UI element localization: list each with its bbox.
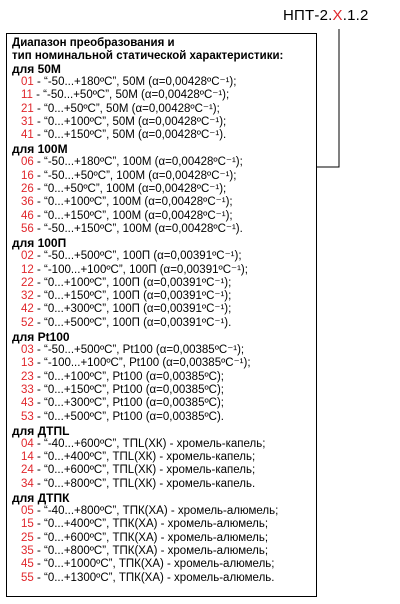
list-item: [12, 170, 314, 183]
group-title: для ДТПК: [12, 491, 70, 506]
item-code: 55: [21, 571, 34, 584]
model-code-highlight: X: [332, 7, 343, 24]
list-item: [12, 464, 314, 477]
box-heading: [12, 37, 314, 62]
group-pt100: [12, 331, 314, 424]
item-code: 12: [21, 263, 34, 276]
item-text: - “0...+600ºC”, ТПL(ХК) - хромель-капель;: [33, 464, 256, 477]
list-item: [12, 344, 314, 357]
item-text: - “-50...+500ºC”, 100П (α=0,00391ºC⁻¹);: [33, 250, 242, 263]
list-item: [12, 317, 314, 330]
item-text: - “0...+100ºC”, 100M (α=0,00428ºC⁻¹);: [33, 196, 233, 209]
item-code: 11: [21, 89, 33, 102]
item-text: - “-50...+150ºC”, 100M (α=0,00428ºC⁻¹).: [33, 222, 243, 235]
list-item: [12, 384, 314, 397]
box-heading-line-2: тип номинальной статической характеристики:: [12, 49, 284, 62]
item-code: 25: [21, 531, 34, 544]
list-item: [12, 76, 314, 89]
item-text: - “0...+300ºC”, Pt100 (α=0,00385ºC);: [33, 397, 224, 410]
list-item: [12, 116, 314, 129]
group-title: для Pt100: [12, 330, 70, 345]
group-dtpk: [12, 492, 314, 585]
list-item: [12, 250, 314, 263]
item-text: - “-50...+50ºC”, 50M (α=0,00428ºC⁻¹);: [32, 89, 230, 102]
list-item: [12, 545, 314, 558]
item-code: 41: [21, 129, 34, 142]
list-item: [12, 518, 314, 531]
item-code: 06: [21, 156, 34, 169]
list-item: [12, 451, 314, 464]
item-text: - “-40...+600ºC”, ТПL(ХК) - хромель-капель;: [33, 437, 266, 450]
item-code: 26: [21, 183, 34, 196]
item-code: 02: [21, 250, 34, 263]
group-50m: [12, 63, 314, 142]
item-text: - “0...+800ºC”, ТПК(ХА) - хромель-алюмель;: [33, 544, 269, 557]
item-text: - “0...+100ºC”, 100П (α=0,00391ºC⁻¹);: [33, 276, 232, 289]
item-text: - “-50...+500ºC”, Pt100 (α=0,00385ºC⁻¹);: [33, 344, 245, 357]
item-code: 04: [21, 437, 34, 450]
list-item: [12, 357, 314, 370]
item-code: 01: [21, 76, 34, 88]
list-item: [12, 371, 314, 384]
list-item: [12, 478, 314, 491]
item-code: 23: [21, 370, 34, 383]
item-text: - “0...+150ºC”, 50M (α=0,00428ºC⁻¹).: [33, 129, 227, 142]
item-text: - “0...+50ºC”, 50M (α=0,00428ºC⁻¹);: [33, 102, 220, 115]
item-text: - “0...+100ºC”, 50M (α=0,00428ºC⁻¹);: [33, 115, 227, 128]
item-text: - “0...+50ºC”, 100M (α=0,00428ºC⁻¹);: [33, 183, 227, 196]
list-item: [12, 505, 314, 518]
item-code: 15: [21, 518, 34, 531]
item-text: - “-50...+50ºC”, 100M (α=0,00428ºC⁻¹);: [33, 169, 237, 182]
list-item: [12, 264, 314, 277]
item-text: - “0...+500ºC”, Pt100 (α=0,00385ºC).: [33, 410, 224, 423]
item-text: - “-50...+180ºC”, 100M (α=0,00428ºC⁻¹);: [33, 156, 243, 169]
list-item: [12, 223, 314, 236]
item-code: 56: [21, 222, 34, 235]
list-item: [12, 290, 314, 303]
item-text: - “0...+150ºC”, 100M (α=0,00428ºC⁻¹);: [33, 209, 233, 222]
item-code: 35: [21, 544, 34, 557]
list-item: [12, 89, 314, 102]
item-text: - “-100...+100ºC”, 100П (α=0,00391ºC⁻¹);: [33, 263, 248, 276]
list-item: [12, 532, 314, 545]
list-item: [12, 196, 314, 209]
model-code-suffix: .1.2: [342, 7, 369, 24]
group-title: для 100М: [12, 142, 68, 157]
item-text: - “0...+100ºC”, Pt100 (α=0,00385ºC);: [33, 370, 224, 383]
item-code: 24: [21, 464, 34, 477]
item-text: - “0...+800ºC”, ТПL(ХК) - хромель-капель.: [33, 477, 256, 490]
item-code: 45: [21, 558, 34, 571]
item-code: 13: [21, 357, 34, 370]
list-item: [12, 558, 314, 571]
list-item: [12, 411, 314, 424]
item-code: 32: [21, 290, 34, 303]
list-item: [12, 572, 314, 585]
group-title: для 100П: [12, 236, 67, 251]
item-text: - “0...+500ºC”, 100П (α=0,00391ºC⁻¹).: [33, 316, 232, 329]
model-code-prefix: НПТ-2.: [283, 7, 333, 24]
item-text: - “-50...+180ºC”, 50M (α=0,00428ºC⁻¹);: [33, 76, 237, 88]
item-text: - “-40...+800ºC”, ТПК(ХА) - хромель-алюмель;: [33, 505, 279, 518]
list-item: [12, 277, 314, 290]
item-code: 43: [21, 397, 34, 410]
box-heading-line-1: Диапазон преобразования и: [12, 37, 175, 49]
item-code: 53: [21, 410, 34, 423]
list-item: [12, 303, 314, 316]
item-code: 34: [21, 477, 34, 490]
item-text: - “0...+150ºC”, Pt100 (α=0,00385ºC);: [33, 383, 224, 396]
group-100p: [12, 237, 314, 330]
item-code: 03: [21, 344, 34, 357]
list-item: [12, 183, 314, 196]
item-text: - “0...+1000ºC”, ТПК(ХА) - хромель-алюмель;: [33, 558, 275, 571]
item-code: 21: [21, 102, 34, 115]
item-code: 36: [21, 196, 34, 209]
model-code: [283, 7, 369, 24]
item-text: - “-100...+100ºC”, Pt100 (α=0,00385ºC⁻¹);: [33, 357, 251, 370]
item-code: 05: [21, 505, 34, 518]
list-item: [12, 156, 314, 169]
item-text: - “0...+400ºC”, ТПL(ХК) - хромель-капель;: [33, 451, 256, 464]
item-code: 42: [21, 303, 34, 316]
item-code: 33: [21, 383, 34, 396]
ranges-content: [12, 37, 314, 585]
item-text: - “0...+300ºC”, 100П (α=0,00391ºC⁻¹);: [33, 303, 232, 316]
item-code: 46: [21, 209, 34, 222]
list-item: [12, 397, 314, 410]
item-code: 22: [21, 276, 34, 289]
item-text: - “0...+400ºC”, ТПК(ХА) - хромель-алюмель;: [33, 518, 269, 531]
item-text: - “0...+150ºC”, 100П (α=0,00391ºC⁻¹);: [33, 290, 232, 303]
item-code: 31: [21, 115, 34, 128]
group-dtpl: [12, 425, 314, 491]
list-item: [12, 129, 314, 142]
item-code: 16: [21, 169, 34, 182]
item-text: - “0...+600ºC”, ТПК(ХА) - хромель-алюмель;: [33, 531, 269, 544]
list-item: [12, 210, 314, 223]
group-100m: [12, 143, 314, 236]
group-title: для 50М: [12, 62, 61, 76]
group-title: для ДТПL: [12, 423, 70, 438]
item-code: 14: [21, 451, 34, 464]
item-text: - “0...+1300ºC”, ТПК(ХА) - хромель-алюмель.: [33, 571, 275, 584]
list-item: [12, 103, 314, 116]
list-item: [12, 438, 314, 451]
item-code: 52: [21, 316, 34, 329]
